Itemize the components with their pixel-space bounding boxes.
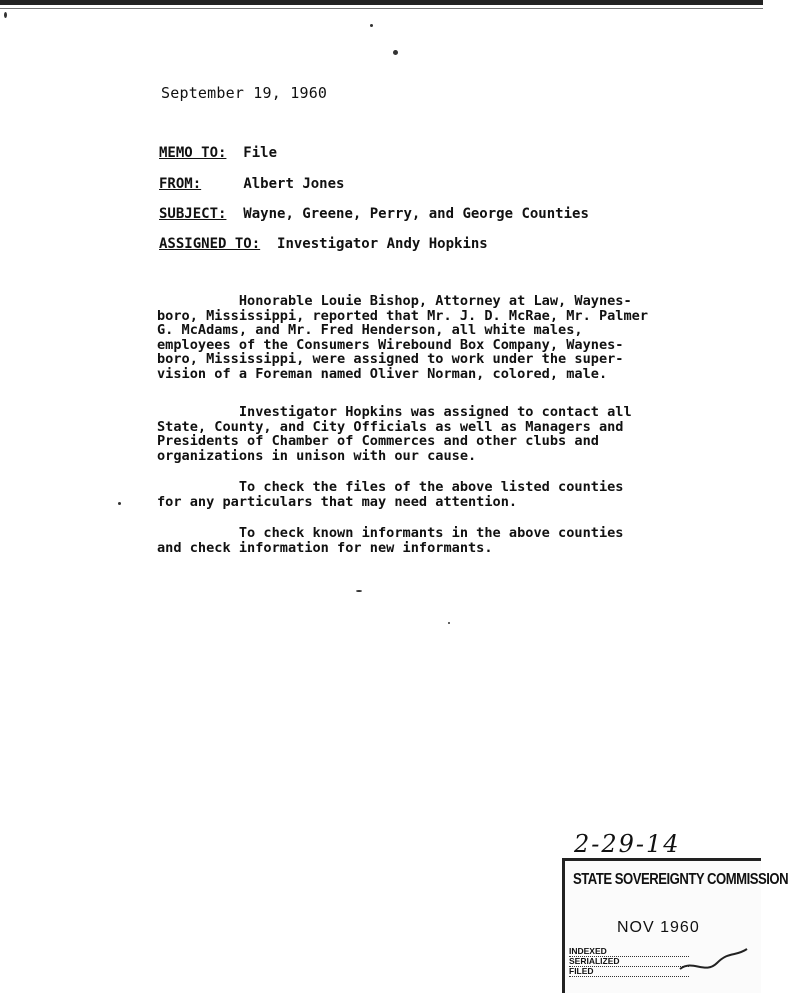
subject-label: SUBJECT:: [159, 206, 227, 222]
scan-speck: [393, 50, 398, 55]
top-border-thin: [0, 8, 763, 9]
stamp-title: STATE SOVEREIGNTY COMMISSION: [573, 871, 788, 888]
memo-to-value: File: [243, 145, 278, 161]
from-row: [159, 176, 344, 192]
scan-speck: [118, 502, 121, 505]
assigned-label: ASSIGNED TO:: [159, 236, 261, 252]
top-border: [0, 0, 763, 5]
body-paragraph-3: To check the files of the above listed counties for any particulars that may need attention.: [157, 479, 624, 510]
subject-value: Wayne, Greene, Perry, and George Counties: [243, 206, 589, 222]
memo-date: September 19, 1960: [161, 84, 328, 102]
assigned-value: Investigator Andy Hopkins: [277, 236, 488, 252]
stamp-line-serialized: SERIALIZED: [569, 957, 689, 967]
body-paragraph-1: Honorable Louie Bishop, Attorney at Law, Waynes- boro, Mississippi, reported that Mr. J. D. McRae, Mr. Palmer G. McAdams, and Mr. Fred Henderson, all white males, employees of the Consumers Wirebound Box Company, Waynes- boro, Mississippi, were assigned to work under the super- vision of a Foreman named Oliver Norman, colored, male.: [157, 293, 649, 382]
scan-speck: [356, 590, 362, 592]
handwritten-number: 2-29-14: [574, 830, 681, 858]
body-paragraph-4: To check known informants in the above counties and check information for new informants.: [157, 525, 624, 556]
from-value: Albert Jones: [243, 176, 345, 192]
memo-to-row: [159, 145, 277, 161]
from-label: FROM:: [159, 176, 202, 192]
signature-scribble: [675, 941, 755, 981]
commission-stamp: [562, 858, 788, 993]
memo-to-label: MEMO TO:: [159, 145, 227, 161]
scan-speck: [448, 622, 450, 624]
scan-speck: [370, 24, 373, 27]
assigned-row: [159, 236, 488, 252]
stamp-date: NOV 1960: [617, 919, 700, 936]
body-paragraph-2: Investigator Hopkins was assigned to contact all State, County, and City Officials as well as Managers and Presidents of Chamber of Commerces and other clubs and organizations in unison with our cause.: [157, 404, 632, 464]
stamp-line-indexed: INDEXED: [569, 947, 689, 957]
stamp-filing-lines: [569, 947, 689, 977]
scan-speck: [4, 12, 7, 18]
subject-row: [159, 206, 589, 222]
stamp-line-filed: FILED: [569, 967, 689, 977]
